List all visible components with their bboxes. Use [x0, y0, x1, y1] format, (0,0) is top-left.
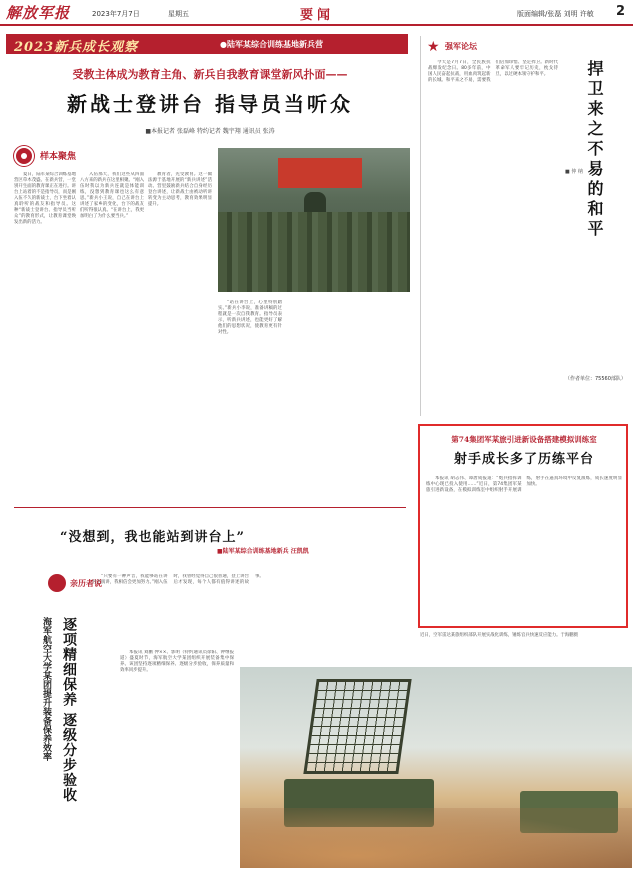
divider: [14, 507, 406, 508]
forum-body: [428, 60, 558, 370]
feature-body: [426, 476, 622, 622]
article-paragraph: “站在讲台上，心里特别踏实。”新兵小李说，准备讲稿的过程就是一次自我教育。指导员表示，听新兵讲述，也能更好了解他们的思想状况，使教育更有针对性。: [218, 300, 282, 335]
issue-date: 2023年7月7日: [92, 10, 140, 18]
page-number: 2: [616, 4, 626, 19]
page-editors: 版面编辑/张磊 刘明 许敏: [517, 10, 594, 18]
article-paragraph: 入伍那天，我们这些从四面八方来的新兵在这里相聚。“刚入伍时我以为新兵连就是体能训练，没想到教育课也这么有意思。”新兵小王说，自己在讲台上讲述了家乡的变化，台下的战友们听得很认真。“在讲台上，我更加明白了为什么要当兵。”: [80, 172, 144, 219]
target-icon: [14, 146, 34, 166]
banner-unit: ●陆军某综合训练基地新兵营: [220, 40, 323, 49]
audience: [218, 212, 410, 292]
lead-headline[interactable]: 新战士登讲台 指导员当听众: [67, 92, 353, 116]
forum-author-unit: （作者单位：75560部队）: [565, 376, 626, 382]
forum-label: 强军论坛: [445, 41, 477, 51]
bottom-left-subheadline: 海军航空大学某团提升装备保养效率: [41, 617, 51, 761]
radar-photo[interactable]: [240, 667, 632, 868]
lead-body-column-1: [14, 172, 76, 502]
lead-body-column-2: [80, 172, 144, 502]
feature-banner: [6, 34, 408, 54]
sample-focus-label: 样本聚焦: [40, 152, 77, 162]
feature-headline[interactable]: 射手成长多了历练平台: [453, 452, 594, 467]
lecture-photo[interactable]: [218, 148, 410, 292]
lead-body-column-3: [148, 172, 212, 502]
subfeature-headline[interactable]: “没想到，我也能站到讲台上”: [60, 530, 245, 545]
perspective-label: 亲历者说: [70, 578, 102, 588]
article-paragraph: “只要有一种声音，我能够站在讲台上演讲，我相信会更加努力。”刚入伍时，我曾经觉得自己很普通，登上讲台后才发现，每个人都有值得讲述的故事。: [92, 574, 264, 585]
lead-subheadline: 受教主体成为教育主角、新兵自我教育课堂新风扑面——: [72, 68, 348, 81]
article-paragraph: 夏日，陆军某综合训练基地营区草木茂盛。在新兵营，一堂别开生面的教育课正在进行。讲台上站着的不是指导员，而是刚入伍不久的新战士，台下坐着认真聆听的战友和指导员。这种“新战士登讲台、指导员当听众”的教育形式，让教育课堂焕发出新的活力。: [14, 172, 76, 225]
lead-body-column-4: [218, 300, 282, 500]
bottom-left-body: [120, 650, 234, 862]
article-paragraph: 本报讯 刘鹏 仲××、郭明（特约通讯员徐阳、钟继报道）盛夏时节，海军航空大学某团组织开展装备集中保养。该团坚持逐项精细保养、逐级分步验收，保养质量和效率同步提升。: [120, 650, 234, 673]
subfeature-tag-text: ■陆军某综合训练基地新兵 汪凯凯: [217, 548, 309, 555]
feature-subheadline: 第74集团军某旅引进新设备搭建模拟训练室: [451, 435, 597, 444]
lead-byline: ■本报记者 张磊峰 特约记者 魏宇翔 通讯员 张涛: [145, 128, 275, 135]
subfeature-body: [92, 574, 412, 654]
red-board: [278, 158, 362, 188]
speech-icon: [48, 574, 66, 592]
forum-byline: ■ 仲 纳: [565, 169, 583, 175]
article-paragraph: 今天是7月7日，全民族抗战爆发纪念日。80多年前，中国人民奋起抗战，用血肉筑起新的长城。和平来之不易，需要我们倍加珍惜、坚定捍卫。新时代革命军人要牢记历史，枕戈待旦，以过硬本领守护和平。: [428, 60, 558, 83]
dust-cloud: [240, 808, 632, 868]
forum-headline[interactable]: 捍卫来之不易的和平: [585, 60, 604, 240]
article-paragraph: 本报讯 胡志伟、谭唐成报道：“炮兵指挥训练中心现已投入使用……”近日，第74集团军某旅引进新设备，在模拟训练室中组织射手开展训练，射手在逼真环境中反复演练，成长速度明显加快。: [426, 476, 622, 493]
article-paragraph: 教育者，先受教育。这一做法源于基地开展的“新兵讲述”活动。营里鼓励新兵结合自身经历登台讲述，让新战士由被动听讲转变为主动思考，教育效果明显提升。: [148, 172, 212, 207]
banner-series-title: 2023新兵成长观察: [14, 40, 139, 55]
radar-antenna: [303, 679, 411, 774]
top-bar: [0, 0, 633, 26]
section-title: 要闻: [300, 8, 335, 23]
issue-weekday: 星期五: [168, 10, 189, 18]
masthead: 解放军报: [6, 4, 71, 22]
photo-caption: 近日，空军雷达某旅组织部队开展实战化训练，锤炼官兵快速反应能力。于海鹏摄: [420, 633, 579, 638]
column-divider: [420, 36, 421, 416]
star-icon: ★: [427, 39, 440, 55]
bottom-left-headline[interactable]: 逐项精细保养 逐级分步验收: [61, 617, 77, 803]
subfeature-byline: [217, 546, 309, 555]
